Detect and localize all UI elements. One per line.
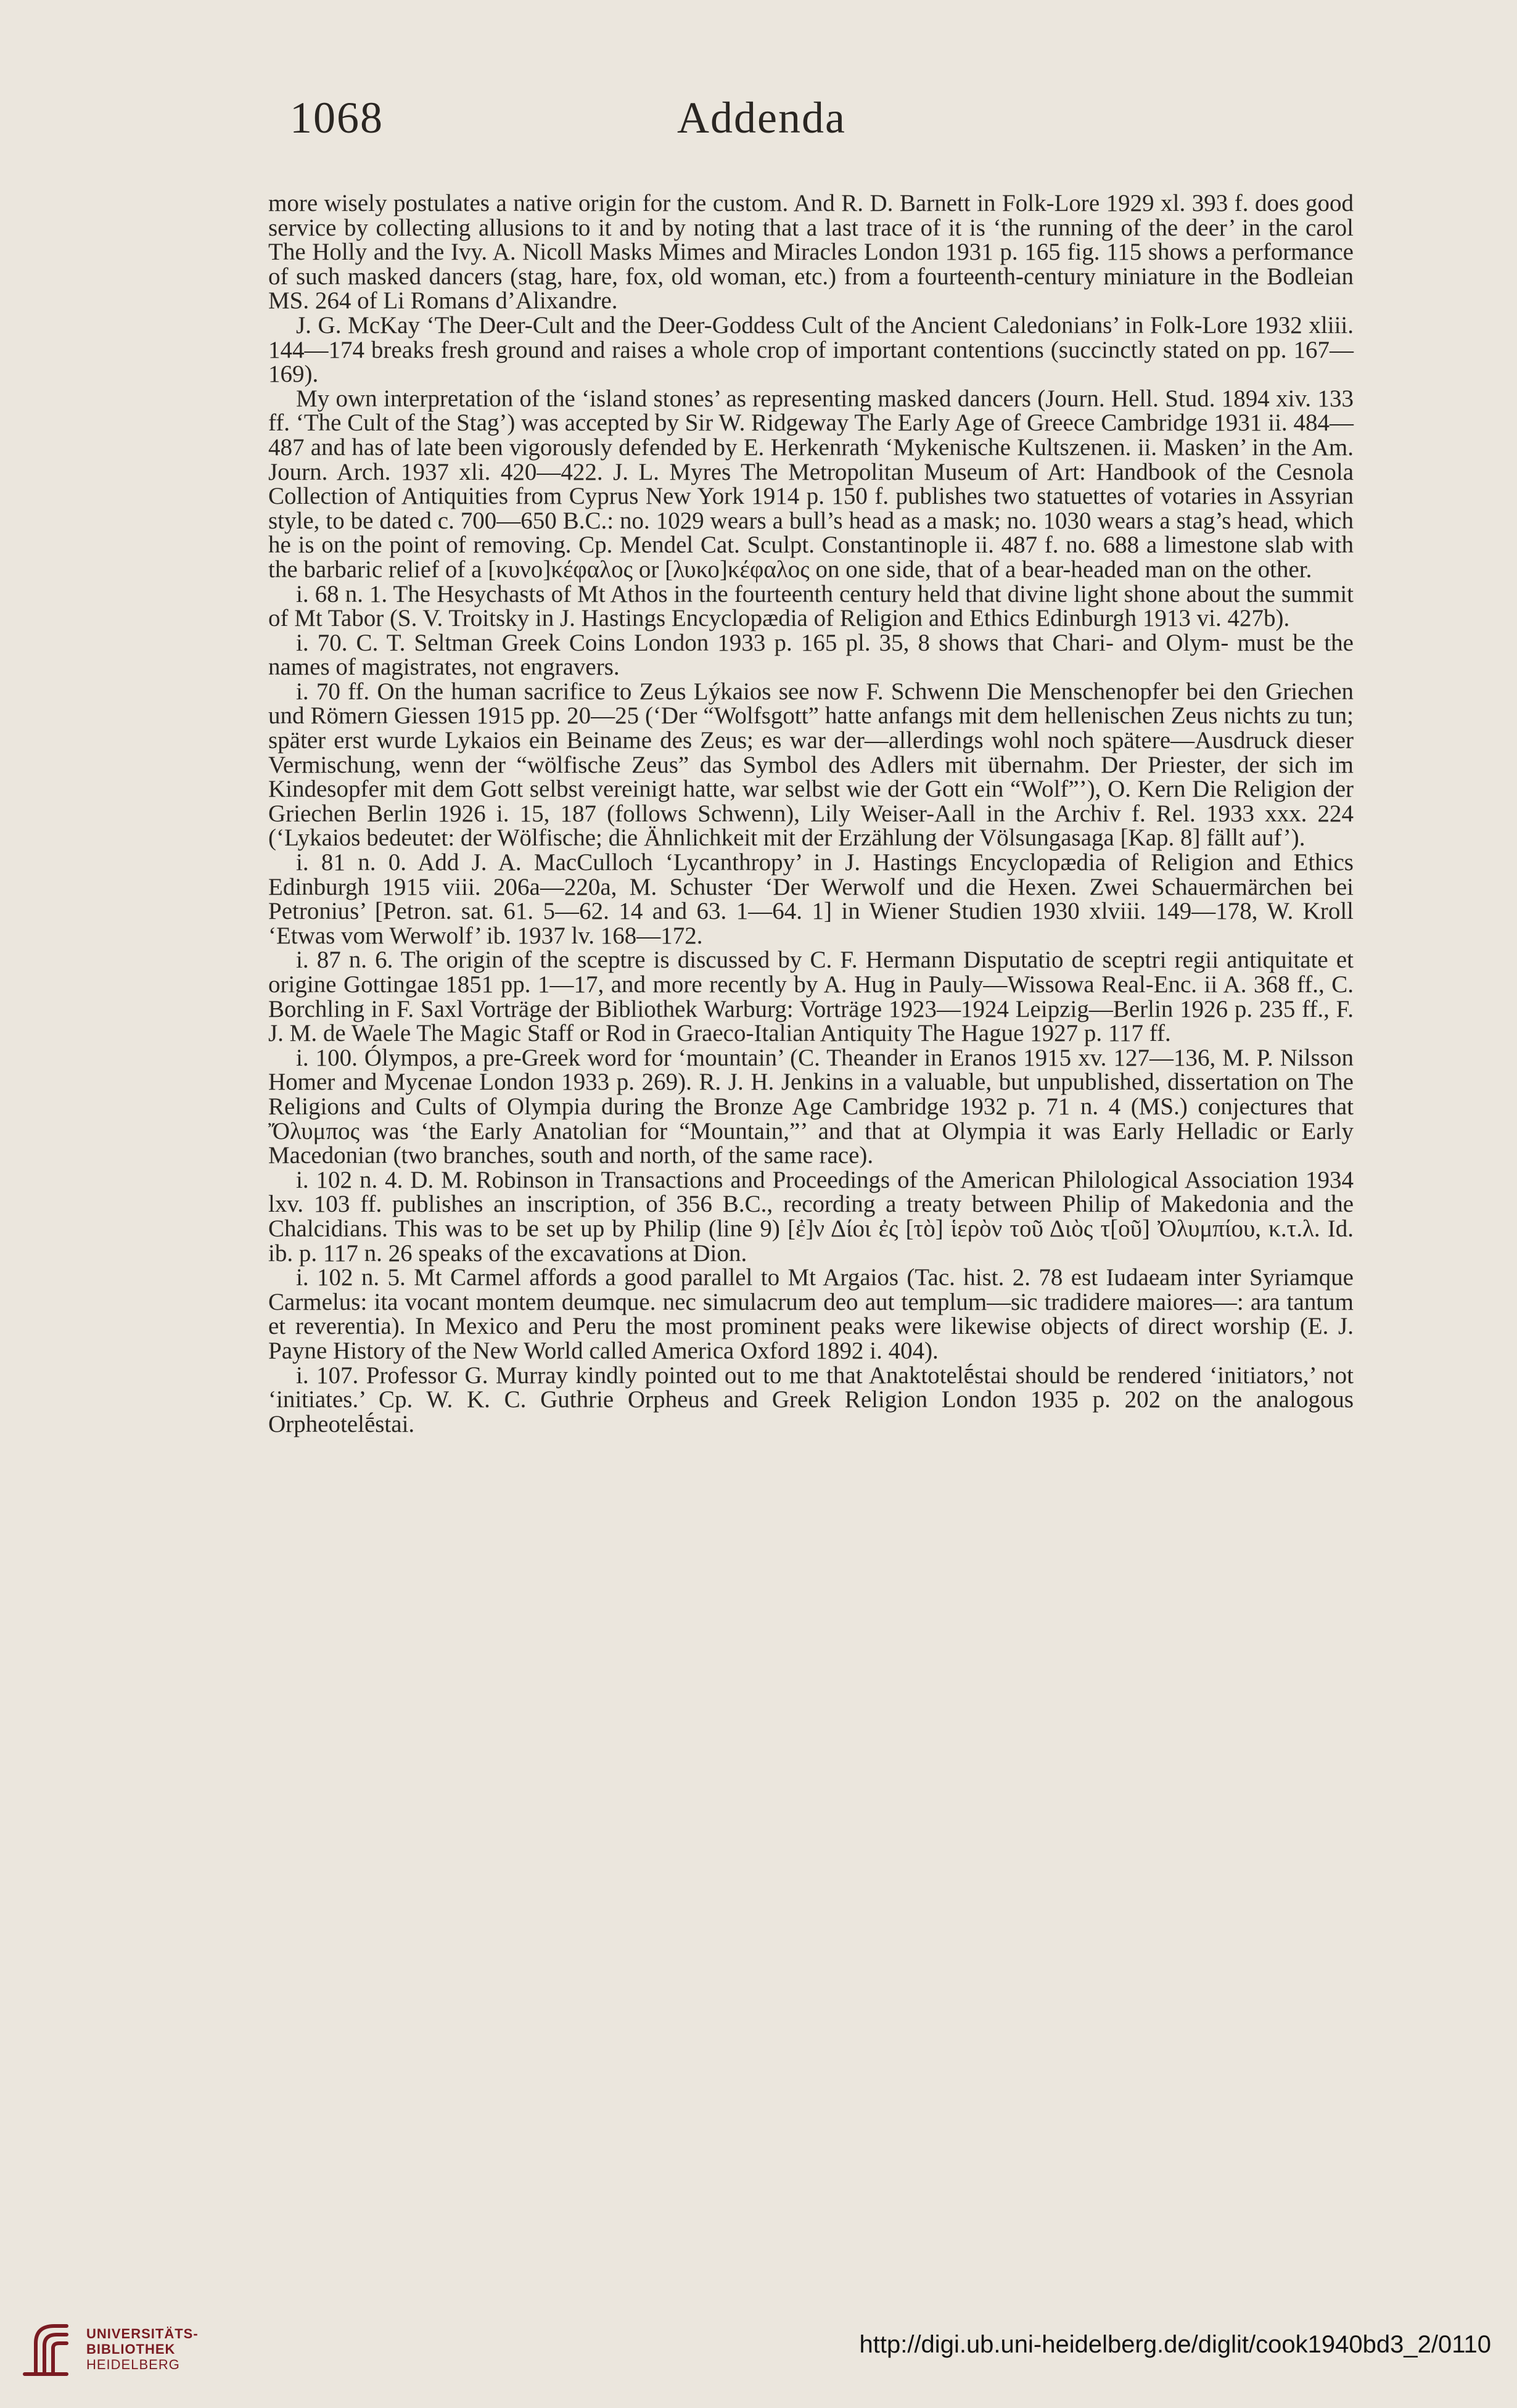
paragraph-island-stones: My own interpretation of the ‘island stones’ as representing masked dancers (Journ. Hell. Stud. 1894 xiv. 133 ff. ‘The Cult of the Stag’) was accepted by Sir W. Ridgeway The Early Age of Greece Cambridge 1931 ii. 484—487 and has of late been vigorously defended by E. Herkenrath ‘Mykenische Kultszenen. ii. Masken’ in the Am. Journ. Arch. 1937 xli. 420—422. J. L. Myres The Metropolitan Museum of Art: Handbook of the Cesnola Collection of Antiquities from Cyprus New York 1914 p. 150 f. publishes two statuettes of votaries in Assyrian style, to be dated c. 700—650 B.C.: no. 1029 wears a bull’s head as a mask; no. 1030 wears a stag’s head, which he is on the point of removing. Cp. Mendel Cat. Sculpt. Constantinople ii. 487 f. no. 688 a limestone slab with the barbaric relief of a [κυνο]κέφαλος or [λυκο]κέφαλος on one side, that of a bear-headed man on the other. xyxy=(268,385,1354,583)
library-name-line1: UNIVERSITÄTS- xyxy=(86,2326,199,2341)
paragraph-note-100: i. 100. Ólympos, a pre-Greek word for ‘mountain’ (C. Theander in Eranos 1915 xv. 127—136, M. P. Nilsson Homer and Mycenae London 1933 p. 269). R. J. H. Jenkins in a valuable, but unpublished, dissertation on The Religions and Cults of Olympia during the Bronze Age Cambridge 1932 p. 71 n. 4 (MS.) conjectures that Ὄλυμπος was ‘the Early Anatolian for “Mountain,”’ and that at Olympia it was Early Helladic or Early Macedonian (two branches, south and north, of the same race). xyxy=(268,1044,1354,1169)
paragraph-note-68: i. 68 n. 1. The Hesychasts of Mt Athos in the fourteenth century held that divine light shone about the summit of Mt Tabor (S. V. Troitsky in J. Hastings Encyclopædia of Religion and Ethics Edinburgh 1913 vi. 427b). xyxy=(268,580,1354,632)
paragraph-note-70ff: i. 70 ff. On the human sacrifice to Zeus Lýkaios see now F. Schwenn Die Menschenopfer bei den Griechen und Römern Giessen 1915 pp. 20—25 (‘Der “Wolfsgott” hatte anfangs mit dem hellenischen Zeus nichts zu tun; später erst wurde Lykaios ein Beiname des Zeus; es war der—allerdings wohl noch spätere—Ausdruck dieser Vermischung, wenn der “wölfische Zeus” das Symbol des Adlers mit übernahm. Der Priester, der sich im Kindesopfer mit dem Gott selbst vereinigt hatte, war selbst wie der Gott ein “Wolf”’), O. Kern Die Religion der Griechen Berlin 1926 i. 15, 187 (follows Schwenn), Lily Weiser-Aall in the Archiv f. Rel. 1933 xxx. 224 (‘Lykaios bedeutet: der Wölfische; die Ähnlichkeit mit der Erzählung der Völsungasaga [Kap. 8] fällt auf’). xyxy=(268,678,1354,852)
source-url-link[interactable]: http://digi.ub.uni-heidelberg.de/diglit/cook1940bd3_2/0110 xyxy=(859,2331,1491,2358)
library-name-line2: BIBLIOTHEK xyxy=(86,2341,176,2357)
paragraph-note-87: i. 87 n. 6. The origin of the sceptre is discussed by C. F. Hermann Disputatio de sceptri regii antiquitate et origine Gottingae 1851 pp. 1—17, and more recently by A. Hug in Pauly—Wissowa Real-Enc. ii A. 368 ff., C. Borchling in F. Saxl Vorträge der Bibliothek Warburg: Vorträge 1923—1924 Leipzig—Berlin 1926 p. 235 ff., F. J. M. de Waele The Magic Staff or Rod in Graeco-Italian Antiquity The Hague 1927 p. 117 ff. xyxy=(268,947,1354,1047)
page-header xyxy=(290,92,1233,148)
paragraph-mckay: J. G. McKay ‘The Deer-Cult and the Deer-Goddess Cult of the Ancient Caledonians’ in Folk-Lore 1932 xliii. 144—174 breaks fresh ground and raises a whole crop of important contentions (succinctly stated on pp. 167—169). xyxy=(268,311,1354,388)
page-number: 1068 xyxy=(290,93,384,142)
paragraph-note-107: i. 107. Professor G. Murray kindly pointed out to me that Anaktotelḗstai should be rendered ‘initiators,’ not ‘initiates.’ Cp. W. K. C. Guthrie Orpheus and Greek Religion London 1935 p. 202 on the analogous Orpheotelḗstai. xyxy=(268,1362,1354,1437)
paragraph-note-81: i. 81 n. 0. Add J. A. MacCulloch ‘Lycanthropy’ in J. Hastings Encyclopædia of Religion and Ethics Edinburgh 1915 viii. 206a—220a, M. Schuster ‘Der Werwolf und die Hexen. Zwei Schauermärchen bei Petronius’ [Petron. sat. 61. 5—62. 14 and 63. 1—64. 1] in Wiener Studien 1930 xlviii. 149—178, W. Kroll ‘Etwas vom Werwolf’ ib. 1937 lv. 168—172. xyxy=(268,849,1354,949)
paragraph-note-70: i. 70. C. T. Seltman Greek Coins London 1933 p. 165 pl. 35, 8 shows that Chari- and Olym- must be the names of magistrates, not engravers. xyxy=(268,629,1354,681)
body-text xyxy=(268,191,1354,1436)
paragraph-note-102-5: i. 102 n. 5. Mt Carmel affords a good parallel to Mt Argaios (Tac. hist. 2. 78 est Iudaeam inter Syriamque Carmelus: ita vocant montem deumque. nec simulacrum deo aut templum—sic tradidere maiores—: ara tantum et reverentia). In Mexico and Peru the most prominent peaks were likewise objects of direct worship (E. J. Payne History of the New World called America Oxford 1892 i. 404). xyxy=(268,1264,1354,1364)
library-logo-icon xyxy=(17,2319,73,2380)
library-name xyxy=(86,2326,199,2372)
library-name-line3: HEIDELBERG xyxy=(86,2357,180,2372)
paragraph-note-102-4: i. 102 n. 4. D. M. Robinson in Transactions and Proceedings of the American Philological Association 1934 lxv. 103 ff. publishes an inscription, of 356 B.C., recording a treaty between Philip of Makedonia and the Chalcidians. This was to be set up by Philip (line 9) [ἐ]ν Δίοι ἐς [τὸ] ἱερὸν τοῦ Διὸς τ[οῦ] Ὀλυμπίου, κ.τ.λ. Id. ib. p. 117 n. 26 speaks of the excavations at Dion. xyxy=(268,1166,1354,1267)
page-footer xyxy=(0,2312,1517,2408)
running-head: Addenda xyxy=(677,93,846,142)
paragraph-continuation: more wisely postulates a native origin for the custom. And R. D. Barnett in Folk-Lore 1929 xl. 393 f. does good service by collecting allusions to it and by noting that a last trace of it is ‘the running of the deer’ in the carol The Holly and the Ivy. A. Nicoll Masks Mimes and Miracles London 1931 p. 165 fig. 115 shows a performance of such masked dancers (stag, hare, fox, old woman, etc.) from a fourteenth-century miniature in the Bodleian MS. 264 of Li Romans d’Alixandre. xyxy=(268,190,1354,314)
